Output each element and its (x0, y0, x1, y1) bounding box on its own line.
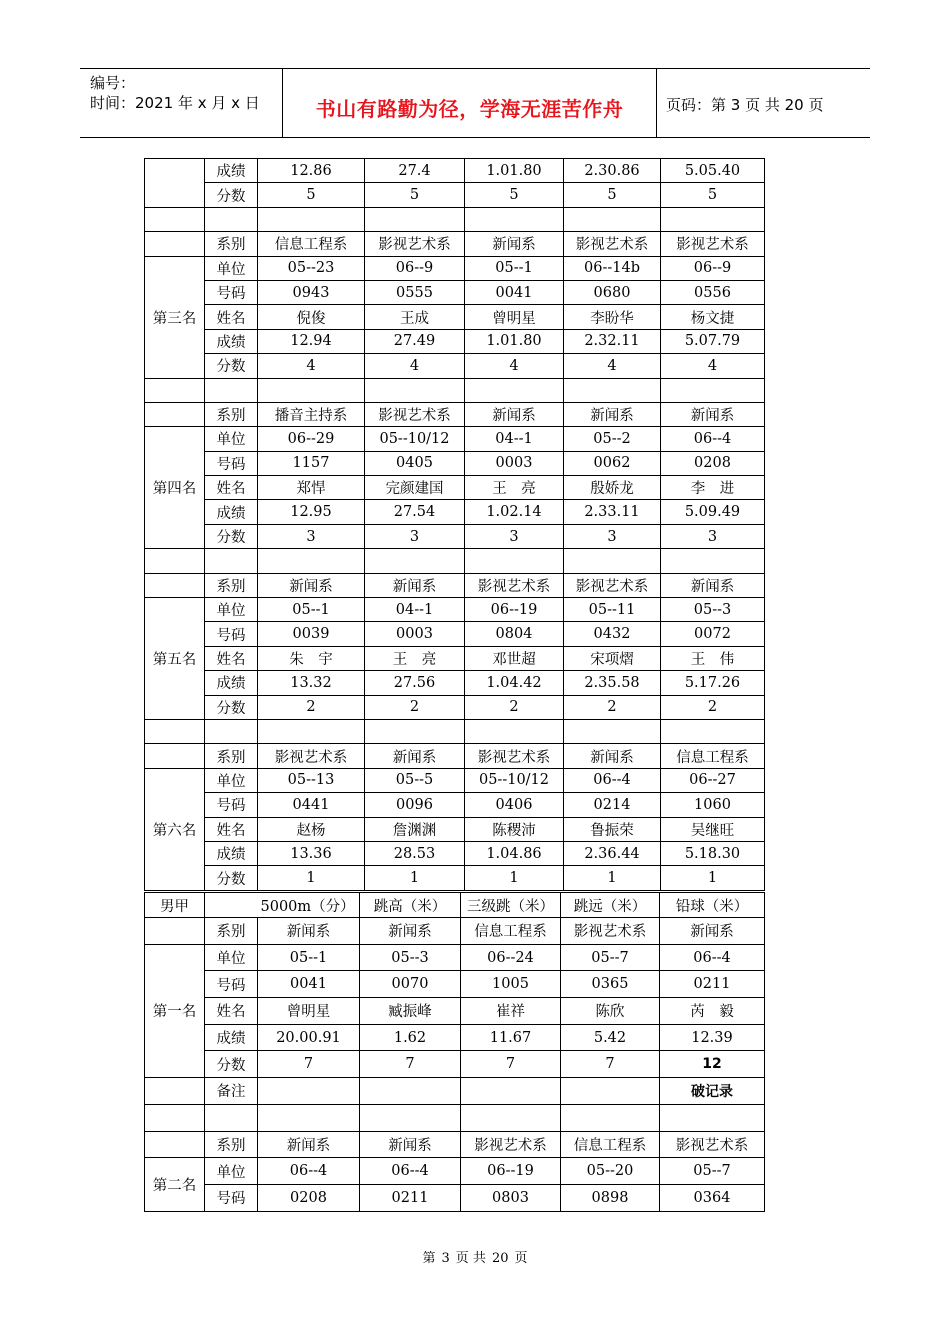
table-cell: 1 (564, 866, 661, 890)
table-row (145, 866, 765, 890)
table-cell: 06--4 (360, 1158, 461, 1185)
table-cell (145, 918, 205, 945)
row-label: 系别 (205, 918, 258, 945)
row-label: 系别 (205, 573, 258, 597)
row-label: 成绩 (205, 500, 258, 524)
row-label: 成绩 (205, 841, 258, 865)
table-cell: 宋项熠 (564, 646, 661, 670)
table-cell: 4 (365, 354, 465, 378)
table-cell: 4 (661, 354, 765, 378)
table-cell: 2.35.58 (564, 671, 661, 695)
row-label: 号码 (205, 622, 258, 646)
table-row (145, 622, 765, 646)
table-cell: 12.94 (258, 329, 365, 353)
event-header-row (145, 893, 765, 918)
table-cell (258, 1078, 360, 1105)
row-label: 单位 (205, 1158, 258, 1185)
table-cell: 06--4 (564, 768, 661, 792)
table-cell: 2 (564, 695, 661, 719)
table-cell: 吴继旺 (661, 817, 765, 841)
table-cell: 0556 (661, 280, 765, 304)
row-label: 系别 (205, 744, 258, 768)
table-cell: 05--3 (360, 944, 461, 971)
table-cell: 06--29 (258, 427, 365, 451)
table-cell (145, 573, 205, 597)
table-cell: 06--4 (660, 944, 765, 971)
row-label: 姓名 (205, 998, 258, 1025)
table-row (145, 305, 765, 329)
row-label: 号码 (205, 1184, 258, 1211)
table-cell: 新闻系 (360, 1131, 461, 1158)
table-cell: 王 亮 (365, 646, 465, 670)
table-row (145, 232, 765, 256)
table-cell: 27.56 (365, 671, 465, 695)
table-cell: 新闻系 (661, 402, 765, 426)
table-cell: 曾明星 (465, 305, 564, 329)
row-label: 备注 (205, 1078, 258, 1105)
row-label: 号码 (205, 793, 258, 817)
header-page-label: 页码：第 3 页 共 20 页 (666, 96, 824, 114)
table-cell: 4 (465, 354, 564, 378)
table-row (145, 1024, 765, 1051)
table-cell: 05--1 (258, 598, 365, 622)
row-label: 单位 (205, 944, 258, 971)
table-cell: 殷娇龙 (564, 476, 661, 500)
table-row (145, 329, 765, 353)
row-label: 单位 (205, 598, 258, 622)
table-cell: 0096 (365, 793, 465, 817)
table-row (145, 971, 765, 998)
table-cell: 06--19 (461, 1158, 561, 1185)
table-cell: 新闻系 (564, 402, 661, 426)
table-cell: 05--2 (564, 427, 661, 451)
page-footer (0, 1247, 950, 1266)
table-cell (461, 1078, 561, 1105)
table-cell: 1.01.80 (465, 329, 564, 353)
table-cell (145, 402, 205, 426)
table-row (145, 598, 765, 622)
table-cell: 0208 (661, 451, 765, 475)
table-cell (561, 1078, 660, 1105)
table-cell: 0365 (561, 971, 660, 998)
table-cell: 0364 (660, 1184, 765, 1211)
table-row (145, 256, 765, 280)
record-note: 破记录 (660, 1078, 765, 1105)
table-cell: 曾明星 (258, 998, 360, 1025)
table-cell: 2 (365, 695, 465, 719)
table-cell: 0803 (461, 1184, 561, 1211)
table-cell: 05--1 (258, 944, 360, 971)
table-cell: 3 (661, 524, 765, 548)
table-cell: 05--7 (561, 944, 660, 971)
table-cell: 影视艺术系 (365, 402, 465, 426)
table-cell: 0003 (365, 622, 465, 646)
table-cell: 新闻系 (465, 402, 564, 426)
rank-cell: 第五名 (145, 598, 205, 720)
table-cell: 0072 (661, 622, 765, 646)
rank-cell: 第四名 (145, 427, 205, 549)
table-cell: 11.67 (461, 1024, 561, 1051)
table-cell: 5.07.79 (661, 329, 765, 353)
table-cell: 影视艺术系 (365, 232, 465, 256)
table-cell: 新闻系 (660, 918, 765, 945)
spacer-row (145, 1104, 765, 1131)
table-cell: 3 (465, 524, 564, 548)
page-header (80, 68, 870, 138)
table-cell: 1 (661, 866, 765, 890)
table-cell: 影视艺术系 (564, 232, 661, 256)
table-row (145, 1078, 765, 1105)
table-row (145, 768, 765, 792)
table-cell: 0062 (564, 451, 661, 475)
table-row (145, 918, 765, 945)
table-cell: 陈欣 (561, 998, 660, 1025)
table-cell: 27.4 (365, 159, 465, 183)
table-cell: 1157 (258, 451, 365, 475)
spacer-row (145, 207, 765, 231)
table-cell: 0041 (258, 971, 360, 998)
table-cell: 影视艺术系 (561, 918, 660, 945)
table-cell: 0406 (465, 793, 564, 817)
table-cell (145, 1078, 205, 1105)
table-cell: 赵杨 (258, 817, 365, 841)
table-cell: 06--4 (661, 427, 765, 451)
table-cell: 5.18.30 (661, 841, 765, 865)
table-cell (360, 1078, 461, 1105)
table-cell: 影视艺术系 (465, 744, 564, 768)
table-cell: 0208 (258, 1184, 360, 1211)
table-row (145, 1184, 765, 1211)
table-cell: 20.00.91 (258, 1024, 360, 1051)
table-cell: 5 (465, 183, 564, 207)
table-cell: 1.02.14 (465, 500, 564, 524)
table-cell: 1 (258, 866, 365, 890)
table-cell: 13.32 (258, 671, 365, 695)
table-cell: 新闻系 (465, 232, 564, 256)
row-label: 系别 (205, 1131, 258, 1158)
table-cell: 05--3 (661, 598, 765, 622)
table-cell: 5.42 (561, 1024, 660, 1051)
table-cell: 06--4 (258, 1158, 360, 1185)
table-cell: 05--10/12 (365, 427, 465, 451)
table-cell: 杨文捷 (661, 305, 765, 329)
row-label: 号码 (205, 971, 258, 998)
table-cell: 05--20 (561, 1158, 660, 1185)
table-cell: 詹渊渊 (365, 817, 465, 841)
table-row (145, 1158, 765, 1185)
doc-time-label: 时间：2021 年 x 月 x 日 (90, 94, 260, 112)
table-cell: 7 (360, 1051, 461, 1078)
table-cell: 05--23 (258, 256, 365, 280)
table-cell: 12 (660, 1051, 765, 1078)
table-cell: 新闻系 (564, 744, 661, 768)
table-cell: 7 (561, 1051, 660, 1078)
footer-page-mid: 页 共 (455, 1251, 486, 1266)
row-label: 成绩 (205, 329, 258, 353)
table-cell (145, 1131, 205, 1158)
group-label: 男甲 (145, 893, 205, 918)
table-cell: 信息工程系 (561, 1131, 660, 1158)
table-cell: 1060 (661, 793, 765, 817)
table-cell: 12.95 (258, 500, 365, 524)
table-cell: 2 (465, 695, 564, 719)
table-cell: 0405 (365, 451, 465, 475)
table-cell: 郑悍 (258, 476, 365, 500)
row-label: 分数 (205, 1051, 258, 1078)
table-cell: 0003 (465, 451, 564, 475)
rank-cell (145, 159, 205, 208)
table-cell: 12.86 (258, 159, 365, 183)
table-cell: 信息工程系 (258, 232, 365, 256)
event-header: 铅球（米） (660, 893, 765, 918)
table-cell: 0070 (360, 971, 461, 998)
results-table-continued (144, 158, 765, 891)
table-cell: 13.36 (258, 841, 365, 865)
row-label: 分数 (205, 866, 258, 890)
table-cell: 3 (365, 524, 465, 548)
table-cell: 0680 (564, 280, 661, 304)
table-cell: 12.39 (660, 1024, 765, 1051)
header-motto-cell (283, 69, 657, 137)
event-header: 5000m（分） (258, 893, 360, 918)
table-cell: 05--1 (465, 256, 564, 280)
footer-page-prefix: 第 (422, 1251, 436, 1266)
header-motto: 书山有路勤为径，学海无涯苦作舟 (315, 97, 624, 121)
row-label: 单位 (205, 256, 258, 280)
table-cell: 1.04.86 (465, 841, 564, 865)
row-label: 单位 (205, 768, 258, 792)
table-cell: 影视艺术系 (465, 573, 564, 597)
table-cell: 王成 (365, 305, 465, 329)
table-cell: 7 (461, 1051, 561, 1078)
table-cell: 05--5 (365, 768, 465, 792)
table-cell: 新闻系 (258, 573, 365, 597)
row-label: 成绩 (205, 671, 258, 695)
row-label: 分数 (205, 695, 258, 719)
footer-page-number: 3 (441, 1251, 450, 1266)
table-cell: 06--9 (365, 256, 465, 280)
table-cell: 06--19 (465, 598, 564, 622)
row-label: 姓名 (205, 476, 258, 500)
rank-cell: 第六名 (145, 768, 205, 890)
table-cell: 04--1 (465, 427, 564, 451)
table-cell: 新闻系 (258, 918, 360, 945)
row-label: 号码 (205, 451, 258, 475)
row-label: 成绩 (205, 159, 258, 183)
table-cell: 朱 宇 (258, 646, 365, 670)
table-cell: 27.54 (365, 500, 465, 524)
table-cell: 0041 (465, 280, 564, 304)
table-cell: 1 (465, 866, 564, 890)
row-label: 号码 (205, 280, 258, 304)
table-cell: 28.53 (365, 841, 465, 865)
table-row (145, 427, 765, 451)
row-label: 系别 (205, 232, 258, 256)
row-label: 分数 (205, 524, 258, 548)
row-label: 姓名 (205, 817, 258, 841)
doc-number-label: 编号： (90, 74, 136, 92)
results-table-men-a (144, 892, 765, 1212)
table-cell: 06--9 (661, 256, 765, 280)
table-cell: 5.09.49 (661, 500, 765, 524)
table-cell: 3 (258, 524, 365, 548)
table-cell: 新闻系 (258, 1131, 360, 1158)
table-cell: 5.17.26 (661, 671, 765, 695)
table-cell: 新闻系 (365, 744, 465, 768)
event-header: 三级跳（米） (461, 893, 561, 918)
table-row (145, 476, 765, 500)
table-cell: 影视艺术系 (564, 573, 661, 597)
header-page-cell (657, 69, 870, 137)
spacer-row (145, 549, 765, 573)
table-cell: 新闻系 (365, 573, 465, 597)
table-cell: 0898 (561, 1184, 660, 1211)
table-cell: 05--11 (564, 598, 661, 622)
table-cell: 0804 (465, 622, 564, 646)
row-label: 姓名 (205, 646, 258, 670)
table-cell: 2.33.11 (564, 500, 661, 524)
table-row (145, 402, 765, 426)
table-cell: 2.32.11 (564, 329, 661, 353)
table-row (145, 183, 765, 207)
table-cell: 27.49 (365, 329, 465, 353)
table-cell: 5 (258, 183, 365, 207)
table-row (145, 744, 765, 768)
table-cell: 新闻系 (360, 918, 461, 945)
table-cell: 1 (365, 866, 465, 890)
table-cell: 1.04.42 (465, 671, 564, 695)
row-label: 分数 (205, 183, 258, 207)
table-cell: 2 (661, 695, 765, 719)
table-cell: 完颜建国 (365, 476, 465, 500)
table-cell: 影视艺术系 (461, 1131, 561, 1158)
table-cell: 李盼华 (564, 305, 661, 329)
table-row (145, 998, 765, 1025)
table-cell: 影视艺术系 (660, 1131, 765, 1158)
table-cell: 鲁振荣 (564, 817, 661, 841)
table-cell: 06--27 (661, 768, 765, 792)
rank-cell: 第一名 (145, 944, 205, 1077)
event-header: 跳远（米） (561, 893, 660, 918)
table-row (145, 944, 765, 971)
table-cell: 邓世超 (465, 646, 564, 670)
spacer-row (145, 719, 765, 743)
table-cell: 0555 (365, 280, 465, 304)
table-cell: 06--14b (564, 256, 661, 280)
table-cell: 0211 (360, 1184, 461, 1211)
rank-cell: 第二名 (145, 1158, 205, 1211)
table-row (145, 354, 765, 378)
table-cell: 5 (661, 183, 765, 207)
table-cell: 影视艺术系 (661, 232, 765, 256)
table-cell: 王 伟 (661, 646, 765, 670)
table-row (145, 159, 765, 183)
table-row (145, 817, 765, 841)
event-header: 跳高（米） (360, 893, 461, 918)
table-cell: 0943 (258, 280, 365, 304)
table-cell: 倪俊 (258, 305, 365, 329)
table-row (145, 280, 765, 304)
table-cell: 臧振峰 (360, 998, 461, 1025)
table-row (145, 500, 765, 524)
row-label: 姓名 (205, 305, 258, 329)
table-row (145, 1051, 765, 1078)
spacer-row (145, 378, 765, 402)
table-cell: 李 进 (661, 476, 765, 500)
table-cell: 06--24 (461, 944, 561, 971)
table-cell: 崔祥 (461, 998, 561, 1025)
table-cell: 0432 (564, 622, 661, 646)
row-label: 分数 (205, 354, 258, 378)
table-row (145, 671, 765, 695)
table-row (145, 841, 765, 865)
table-row (145, 793, 765, 817)
table-cell: 信息工程系 (661, 744, 765, 768)
table-cell: 0214 (564, 793, 661, 817)
table-cell: 4 (258, 354, 365, 378)
table-cell: 3 (564, 524, 661, 548)
table-row (145, 451, 765, 475)
table-cell: 陈稷沛 (465, 817, 564, 841)
footer-page-suffix: 页 (514, 1251, 528, 1266)
row-label: 系别 (205, 402, 258, 426)
table-cell: 5 (365, 183, 465, 207)
table-cell: 04--1 (365, 598, 465, 622)
table-cell: 0211 (660, 971, 765, 998)
table-cell: 1.01.80 (465, 159, 564, 183)
table-cell (145, 232, 205, 256)
table-cell: 2 (258, 695, 365, 719)
table-cell: 王 亮 (465, 476, 564, 500)
table-cell: 05--13 (258, 768, 365, 792)
rank-cell: 第三名 (145, 256, 205, 378)
table-cell: 7 (258, 1051, 360, 1078)
table-cell: 4 (564, 354, 661, 378)
table-cell: 05--7 (660, 1158, 765, 1185)
table-cell: 05--10/12 (465, 768, 564, 792)
table-cell: 0039 (258, 622, 365, 646)
table-cell: 2.36.44 (564, 841, 661, 865)
row-label: 成绩 (205, 1024, 258, 1051)
table-cell (145, 744, 205, 768)
table-cell: 影视艺术系 (258, 744, 365, 768)
table-cell: 播音主持系 (258, 402, 365, 426)
table-cell (205, 893, 258, 918)
table-cell: 新闻系 (661, 573, 765, 597)
table-row (145, 1131, 765, 1158)
table-cell: 5.05.40 (661, 159, 765, 183)
table-cell: 1.62 (360, 1024, 461, 1051)
table-cell: 0441 (258, 793, 365, 817)
table-row (145, 695, 765, 719)
table-cell: 1005 (461, 971, 561, 998)
table-cell: 芮 毅 (660, 998, 765, 1025)
header-meta (80, 69, 283, 137)
footer-page-total: 20 (491, 1251, 509, 1266)
table-cell: 2.30.86 (564, 159, 661, 183)
table-row (145, 524, 765, 548)
table-row (145, 646, 765, 670)
table-cell: 5 (564, 183, 661, 207)
table-cell: 信息工程系 (461, 918, 561, 945)
table-row (145, 573, 765, 597)
row-label: 单位 (205, 427, 258, 451)
